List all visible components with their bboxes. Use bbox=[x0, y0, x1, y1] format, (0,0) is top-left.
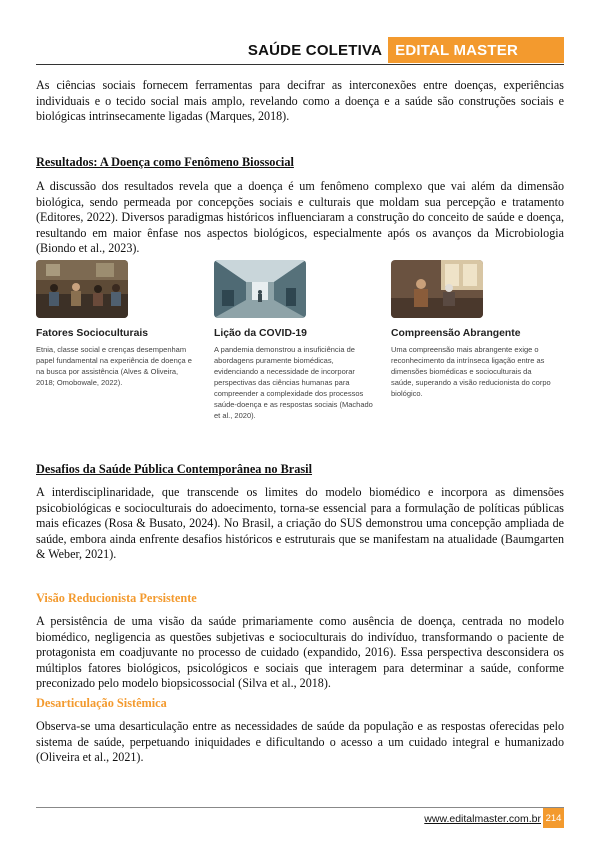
section-text-challenges: A interdisciplinaridade, que transcende os limites do modelo biomédico e incorpora as dimensões psicobiológicas e socioculturais do adoecimento, torna-se essencial para a formulação de políticas públicas mais eficazes (Rosa & Busato, 2024). No Brasil, a criação do SUS demonstrou uma concepção ampliada de saúde, embora ainda enfrente desafios históricos e estruturais que se manifestam na atualidade (Baumgarten & Weber, 2021). bbox=[36, 485, 564, 562]
card-text: A pandemia demonstrou a insuficiência de abordagens puramente biomédicas, evidenciando a necessidade de incorporar perspectivas das ciências humanas para compreender a complexidade dos processos saúde-doença e as respostas sociais (Machado et al., 2020). bbox=[214, 345, 373, 420]
card-row bbox=[36, 260, 564, 444]
card-title: Compreensão Abrangente bbox=[391, 328, 521, 339]
section-text-reductionist: A persistência de uma visão da saúde primariamente como ausência de doença, centrada no modelo biomédico, negligencia as questões subjetivas e socioculturais do indivíduo, transformando o paciente de protagonista em coadjuvante no processo de cuidado (expandido, 2016). Essa perspectiva desconsidera os múltiplos fatores biológicos, psicológicos e sociais que interagem para determinar a saúde, conforme preconizado pelo modelo biopsicossocial (Silva et al., 2018). bbox=[36, 614, 564, 691]
intro-block bbox=[36, 78, 564, 125]
header-title: SAÚDE COLETIVA bbox=[247, 41, 383, 59]
section-heading-results: Resultados: A Doença como Fenômeno Biossocial bbox=[36, 155, 294, 169]
card-text: Uma compreensão mais abrangente exige o reconhecimento da intrínseca ligação entre as dimensões biomédicas e socioculturais da saúde, superando a visão reducionista do corpo biológico. bbox=[391, 345, 551, 398]
footer-link[interactable]: www.editalmaster.com.br bbox=[424, 813, 541, 825]
card-title: Lição da COVID-19 bbox=[214, 328, 307, 339]
section-reductionist bbox=[36, 591, 564, 692]
card-text: Etnia, classe social e crenças desempenham papel fundamental na experiência de doença e na busca por assistência (Alves & Oliveira, 2018; Omobowale, 2022). bbox=[36, 345, 192, 387]
section-heading-challenges: Desafios da Saúde Pública Contemporânea no Brasil bbox=[36, 462, 313, 476]
footer-divider bbox=[36, 807, 564, 808]
section-results bbox=[36, 155, 564, 257]
card-title: Fatores Socioculturais bbox=[36, 328, 149, 339]
intro-paragraph: As ciências sociais fornecem ferramentas para decifrar as interconexões entre doenças, experiências individuais e o tecido social mais amplo, revelando como a doença e a saúde são construções sociais e biológicas intrinsecamente ligadas (Marques, 2018). bbox=[36, 78, 564, 124]
section-heading-reductionist: Visão Reducionista Persistente bbox=[36, 591, 197, 605]
header-divider bbox=[36, 64, 564, 65]
section-heading-disarticulation: Desarticulação Sistêmica bbox=[36, 696, 167, 710]
section-disarticulation bbox=[36, 696, 564, 766]
card-comprehensive bbox=[391, 260, 551, 399]
page-header bbox=[248, 37, 564, 63]
hospital-corridor-photo-icon bbox=[214, 260, 306, 318]
section-text-results: A discussão dos resultados revela que a doença é um fenômeno complexo que vai além da dimensão biológica, sendo permeada por concepções sociais e culturais que moldam sua percepção e tratamento (Editores, 2022). Diversos paradigmas históricos influenciaram a construção do conceito de saúde e doença, resultando em maior ênfase nos aspectos biológicos, especialmente após os avanços da Microbiologia (Biondo et al., 2023). bbox=[36, 179, 564, 256]
section-challenges bbox=[36, 462, 564, 563]
header-badge: EDITAL MASTER bbox=[388, 37, 564, 63]
section-text-disarticulation: Observa-se uma desarticulação entre as necessidades de saúde da população e as respostas oferecidas pelo sistema de saúde, perpetuando iniquidades e dificultando o acesso a um cuidado integral e humanizado (Oliveira et al., 2021). bbox=[36, 719, 564, 765]
card-covid bbox=[214, 260, 374, 421]
page-number: 214 bbox=[543, 808, 564, 828]
care-scene-photo-icon bbox=[391, 260, 483, 318]
card-sociocultural bbox=[36, 260, 196, 388]
waiting-room-photo-icon bbox=[36, 260, 128, 318]
